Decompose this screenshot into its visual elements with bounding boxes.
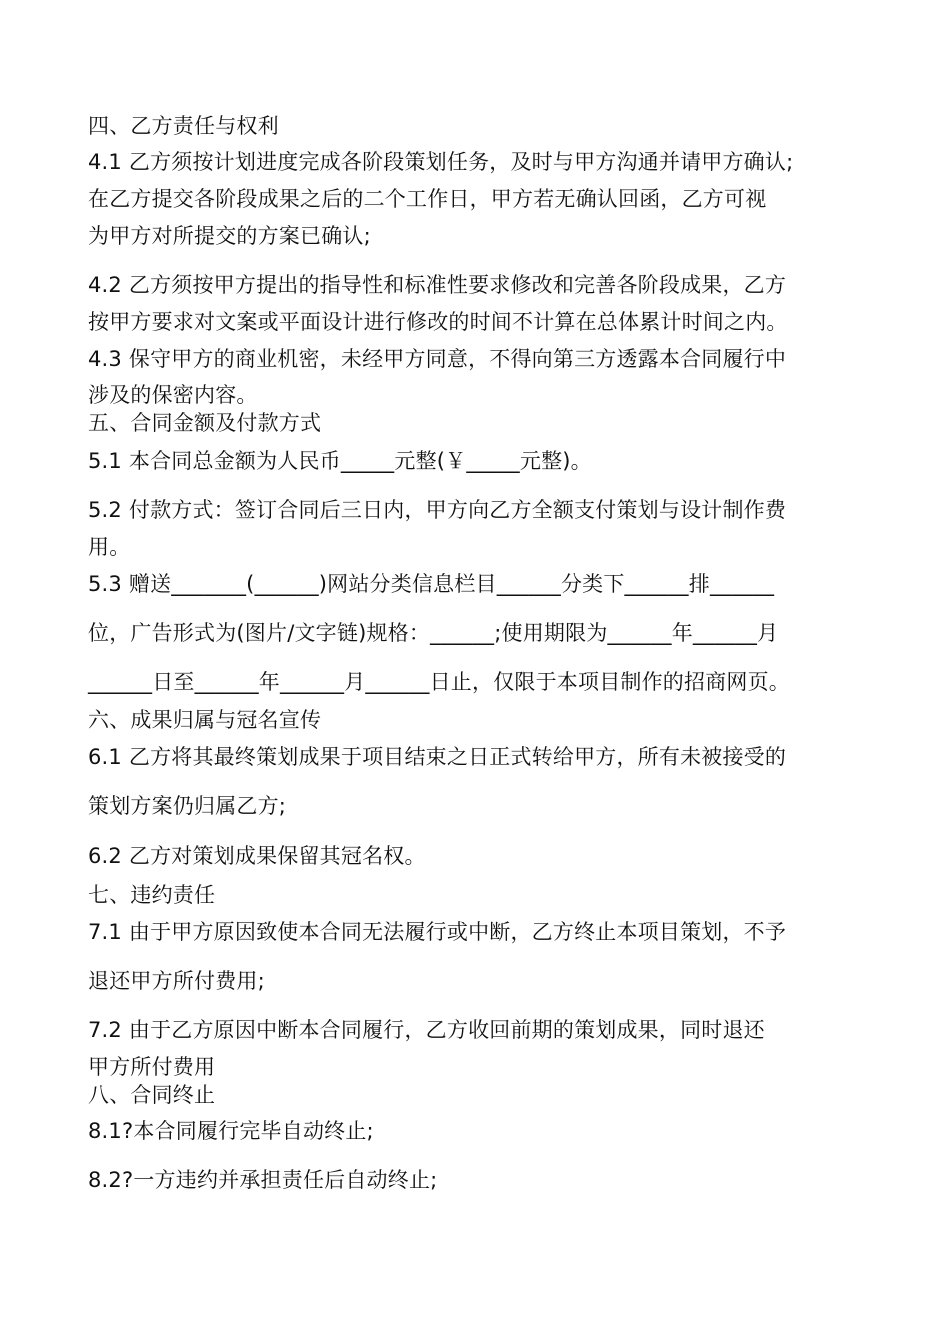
section-5-heading: 五、合同金额及付款方式 <box>88 411 322 435</box>
clause-7-1-line-2: 退还甲方所付费用; <box>88 969 265 993</box>
clause-6-2: 6.2 乙方对策划成果保留其冠名权。 <box>88 844 426 868</box>
clause-6-1-line-1: 6.1 乙方将其最终策划成果于项目结束之日正式转给甲方，所有未被接受的 <box>88 745 787 769</box>
clause-4-1-line-3: 为甲方对所提交的方案已确认; <box>88 224 371 248</box>
section-7-heading: 七、违约责任 <box>88 883 216 907</box>
clause-8-1: 8.1?本合同履行完毕自动终止; <box>88 1119 374 1143</box>
clause-4-2-line-2: 按甲方要求对文案或平面设计进行修改的时间不计算在总体累计时间之内。 <box>88 310 788 334</box>
section-4-heading: 四、乙方责任与权利 <box>88 114 279 138</box>
clause-4-1-line-2: 在乙方提交各阶段成果之后的二个工作日，甲方若无确认回函，乙方可视 <box>88 187 767 211</box>
clause-5-2-line-1: 5.2 付款方式：签订合同后三日内，甲方向乙方全额支付策划与设计制作费 <box>88 498 787 522</box>
section-6-heading: 六、成果归属与冠名宣传 <box>88 708 322 732</box>
clause-7-2-line-1: 7.2 由于乙方原因中断本合同履行，乙方收回前期的策划成果，同时退还 <box>88 1018 765 1042</box>
clause-4-3-line-1: 4.3 保守甲方的商业机密，未经甲方同意，不得向第三方透露本合同履行中 <box>88 347 787 371</box>
clause-4-3-line-2: 涉及的保密内容。 <box>88 383 258 407</box>
clause-5-3-line-1: 5.3 赠送_______(______)网站分类信息栏目______分类下______排______ <box>88 572 775 596</box>
section-8-heading: 八、合同终止 <box>88 1083 216 1107</box>
clause-8-2: 8.2?一方违约并承担责任后自动终止; <box>88 1168 438 1192</box>
clause-4-2-line-1: 4.2 乙方须按甲方提出的指导性和标准性要求修改和完善各阶段成果，乙方 <box>88 273 787 297</box>
clause-5-1: 5.1 本合同总金额为人民币_____元整(￥_____元整)。 <box>88 449 592 473</box>
clause-4-1-line-1: 4.1 乙方须按计划进度完成各阶段策划任务，及时与甲方沟通并请甲方确认; <box>88 150 794 174</box>
clause-5-2-line-2: 用。 <box>88 535 131 559</box>
clause-7-2-line-2: 甲方所付费用 <box>88 1055 216 1079</box>
clause-7-1-line-1: 7.1 由于甲方原因致使本合同无法履行或中断，乙方终止本项目策划，不予 <box>88 920 787 944</box>
clause-6-1-line-2: 策划方案仍归属乙方; <box>88 794 287 818</box>
clause-5-3-line-2: 位，广告形式为(图片/文字链)规格：______;使用期限为______年______月 <box>88 621 779 645</box>
clause-5-3-line-3: ______日至______年______月______日止，仅限于本项目制作的招商网页。 <box>88 670 790 694</box>
